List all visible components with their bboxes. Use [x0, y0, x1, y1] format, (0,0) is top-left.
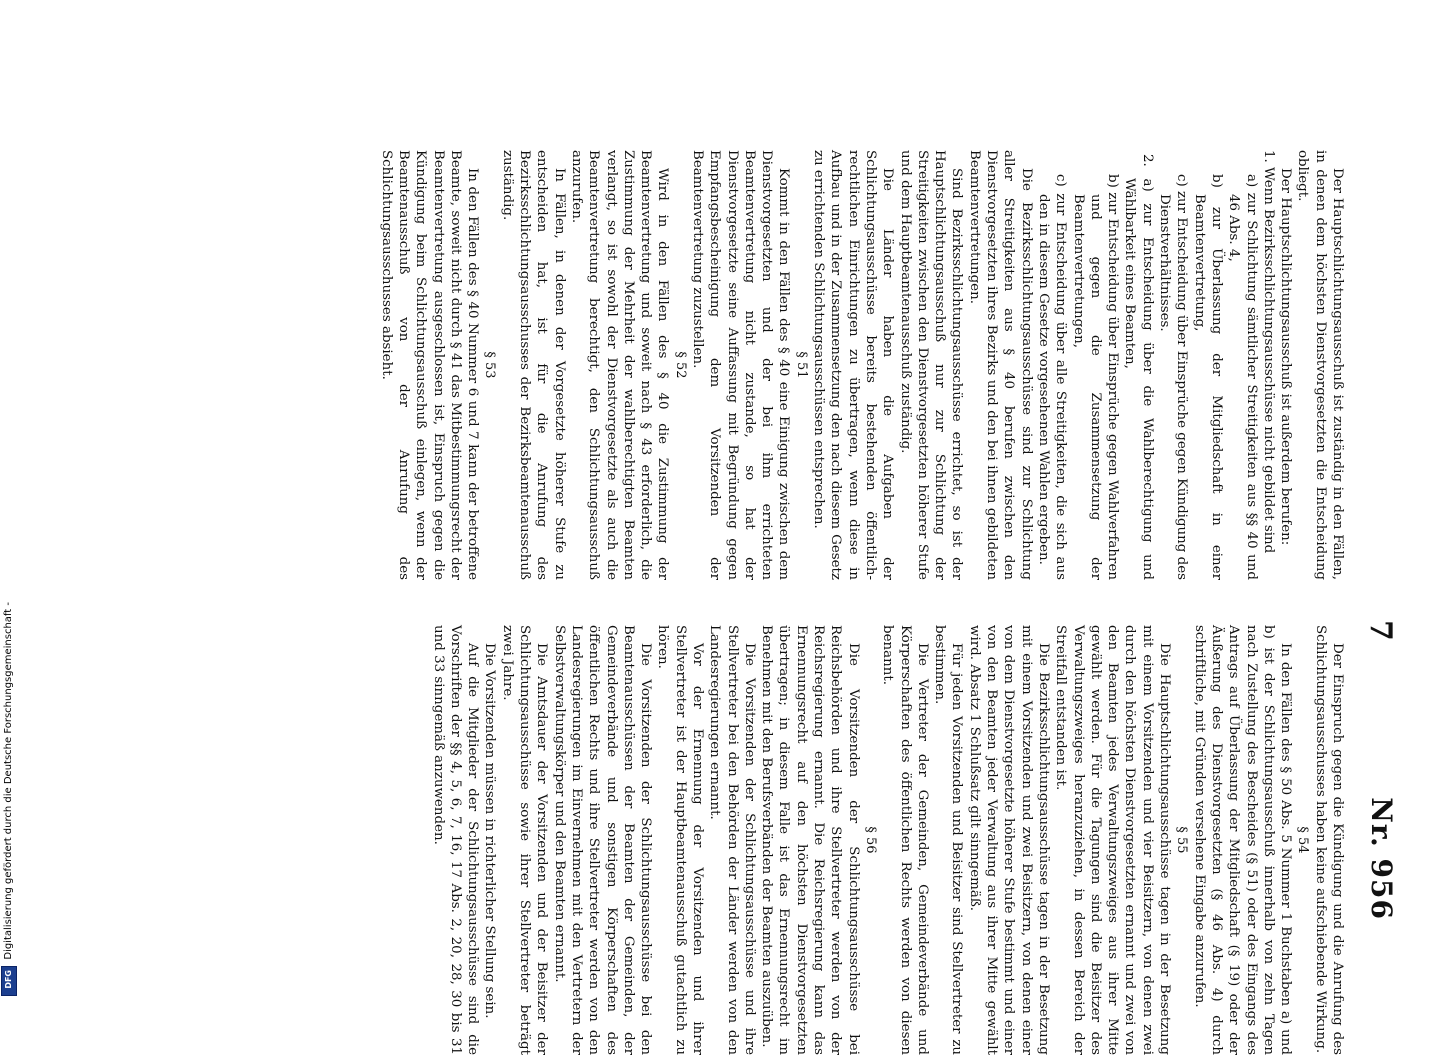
paragraph: 1. Wenn Bezirksschlichtungsausschüsse nicht gebildet sind — [1260, 150, 1276, 554]
paragraph: In den Fällen des § 40 Nummer 6 und 7 kann der betroffene Beamte, soweit nicht durch § 41 das Mitbestimmungsrecht der Beamtenvertretung ausgeschlossen ist, Einspruch gegen die Kündigung beim Schlichtungsausschuß einlegen, wenn der Beamtenausschuß von der Anrufung des Schlichtungsausschusses absieht. — [378, 150, 481, 580]
paragraph: Kommt in den Fällen des § 40 eine Einigung zwischen dem Dienstvorgesetzten und der bei ihm errichteten Beamtenvertretung nicht zustande, so hat der Dienstvorgesetzte seine Auffassung mit Begründung gegen Empfangsbescheinigung dem Vorsitzenden der Beamtenvertretung zuzustellen. — [690, 150, 792, 580]
credit-text: Digitalisierung gefördert durch die Deutsche Forschungsgemeinschaft - — [3, 602, 14, 960]
page-number: 7 — [1363, 620, 1398, 641]
paragraph: Die Bezirksschlichtungsausschüsse tagen in der Besetzung mit einem Vorsitzenden und zwei Beisitzern, von denen einer von dem Dienstvorgesetzte höherer Stufe bestimmt und einer von den Beamten jeder Verwaltung aus ihrer Mitte gewählt wird. Absatz 1 Schlußsatz gilt sinngemäß. — [966, 625, 1051, 1055]
paragraph: In den Fällen des § 50 Abs. 5 Nummer 1 Buchstaben a) und b) ist der Schlichtungsausschuß innerhalb von zehn Tagen nach Zustellung des Bescheides (§ 51) oder des Eingangs des Antrags auf Überlassung der Mitgliedschaft (§ 19) oder der Äußerung des Dienstvorgesetzten (§ 46 Abs. 4) durch schriftliche, mit Gründen versehene Eingabe anzurufen. — [1191, 625, 1294, 1055]
section-heading: § 53 — [482, 351, 498, 379]
paragraph: c) zur Entscheidung über alle Streitigkeiten, die sich aus den in diesem Gesetze vorgesehenen Wahlen ergeben. — [1035, 174, 1069, 580]
paragraph: Der Einspruch gegen die Kündigung und die Anrufung des Schlichtungsausschusses haben keine aufschiebende Wirkung. — [1312, 625, 1345, 1055]
section-heading: § 54 — [1295, 826, 1311, 854]
paragraph: Der Hauptschlichtungsausschuß ist zuständig in den Fällen, in denen dem höchsten Dienstvorgesetzten die Entscheidung obliegt. — [1295, 150, 1345, 580]
paragraph: Für jeden Vorsitzenden und Beisitzer sind Stellvertreter zu bestimmen. — [932, 625, 965, 1055]
section-heading: § 51 — [793, 351, 809, 379]
document-number: Nr. 956 — [1365, 797, 1398, 920]
paragraph: Vor der Ernennung der Vorsitzenden und ihrer Stellvertreter ist der Hauptbeamtenausschuß gutachtlich zu hören. — [655, 625, 706, 1055]
paragraph: Sind Bezirksschlichtungsausschüsse errichtet, so ist der Hauptschlichtungsausschuß nur zur Schlichtung der Streitigkeiten zwischen den Dienstvorgesetzten höherer Stufe und dem Hauptbeamtenausschuß zuständig. — [897, 150, 965, 580]
paragraph: 2. a) zur Entscheidung über die Wahlberechtigung und Wählbarkeit eines Beamten, — [1122, 154, 1155, 580]
paragraph: Die Amtsdauer der Vorsitzenden und der Beisitzer der Schlichtungsausschüsse sowie ihrer Stellvertreter beträgt zwei Jahre. — [499, 625, 550, 1055]
right-text-column — [429, 625, 1346, 1055]
paragraph: Die Vorsitzenden der Schlichtungsausschüsse bei Reichsbehörden und ihre Stellvertreter werden von der Reichsregierung ernannt. Die Reichsregierung kann das Ernennungsrecht auf den höchsten Dienstvorgesetzten übertragen; in diesem Falle ist das Ernennungsrecht im Benehmen mit den Berufsverbänden der Beamten auszuüben. — [759, 625, 861, 1055]
paragraph: Die Bezirksschlichtungsausschüsse sind zur Schlichtung aller Streitigkeiten aus § 40 berufen zwischen den Dienstvorgesetzten ihres Bezirks und den bei ihnen gebildeten Beamtenvertretungen. — [966, 150, 1034, 580]
paragraph: Die Vorsitzenden der Schlichtungsausschüsse bei den Beamtenausschüssen der Beamten der Gemeinden, der Gemeindeverbände und sonstigen Körperschaften des öffentlichen Rechts und ihre Stellvertreter werden von den Landesregierungen im Einvernehmen mit den Vertretern der Selbstverwaltungskörper und den Beamten ernannt. — [551, 625, 654, 1055]
digitization-credit — [0, 0, 18, 1000]
paragraph: c) zur Entscheidung über Einsprüche gegen Kündigung des Dienstverhältnisses. — [1157, 174, 1190, 580]
paragraph: Die Vorsitzenden der Schlichtungsausschüsse und ihre Stellvertreter bei den Behörden der Länder werden von den Landesregierungen ernannt. — [707, 625, 757, 1055]
paragraph: Der Hauptschlichtungsausschuß ist außerdem berufen: — [1278, 168, 1294, 546]
section-heading: § 52 — [672, 351, 688, 379]
paragraph: b) zur Entscheidung über Einsprüche gegen Wahlverfahren und gegen die Zusammensetzung der Beamtenvertretungen, — [1070, 174, 1121, 580]
dfg-logo — [1, 966, 17, 996]
paragraph: Die Vorsitzenden müssen in richterlicher Stellung sein. — [482, 643, 498, 1019]
left-text-column — [377, 150, 1346, 580]
paragraph: Die Länder haben die Aufgaben der Schlichtungsausschüsse bereits bestehenden öffentlich-rechtlichen Einrichtungen zu übertragen, wenn diese in Aufbau und in der Zusammensetzung den nach diesem Gesetz zu errichtenden Schlichtungsausschüssen entsprechen. — [811, 150, 896, 580]
paragraph: Wird in den Fällen des § 40 die Zustimmung der Beamtenvertretung und soweit nach § 43 erforderlich, die Zustimmung der Mehrheit der wahlberechtigten Beamten verlangt, so ist sowohl der Dienstvorgesetzte als auch die Beamtenvertretung berechtigt, den Schlichtungsausschuß anzurufen. — [568, 150, 671, 580]
page-header — [1358, 150, 1398, 920]
paragraph: a) zur Schlichtung sämtlicher Streitigkeiten aus §§ 40 und 46 Abs. 4, — [1226, 174, 1259, 580]
paragraph: In Fällen, in denen der Vorgesetzte höherer Stufe zu entscheiden hat, ist für die Anrufung des Bezirksschlichtungsausschusses der Bezirksbeamtenausschuß zuständig. — [499, 150, 567, 580]
paragraph: b) zur Überlassung der Mitgliedschaft in einer Beamtenvertretung, — [1191, 174, 1224, 580]
paragraph: Auf die Mitglieder der Schlichtungsausschüsse sind die Vorschriften der §§ 4, 5, 6, 7, 16, 17 Abs. 2, 20, 28, 30 bis 31 und 33 sinngemäß anzuwenden. — [430, 625, 481, 1055]
paragraph: Die Vertreter der Gemeinden, Gemeindeverbände und Körperschaften des öffentlichen Rechts werden von diesen benannt. — [880, 625, 930, 1055]
dfg-logo-text: DFG — [4, 970, 13, 989]
section-heading: § 55 — [1174, 826, 1190, 854]
paragraph: Die Hauptschlichtungsausschüsse tagen in der Besetzung mit einem Vorsitzenden und vier Beisitzern, von denen zwei durch den höchsten Dienstvorgesetzten ernannt und zwei von den Beamten jedes Verwaltungszweiges aus ihrer Mitte gewählt werden. Für die Tagungen sind die Beisitzer des Verwaltungszweiges heranzuziehen, in dessen Bereich der Streitfall entstanden ist. — [1053, 625, 1173, 1055]
section-heading: § 56 — [862, 826, 878, 854]
